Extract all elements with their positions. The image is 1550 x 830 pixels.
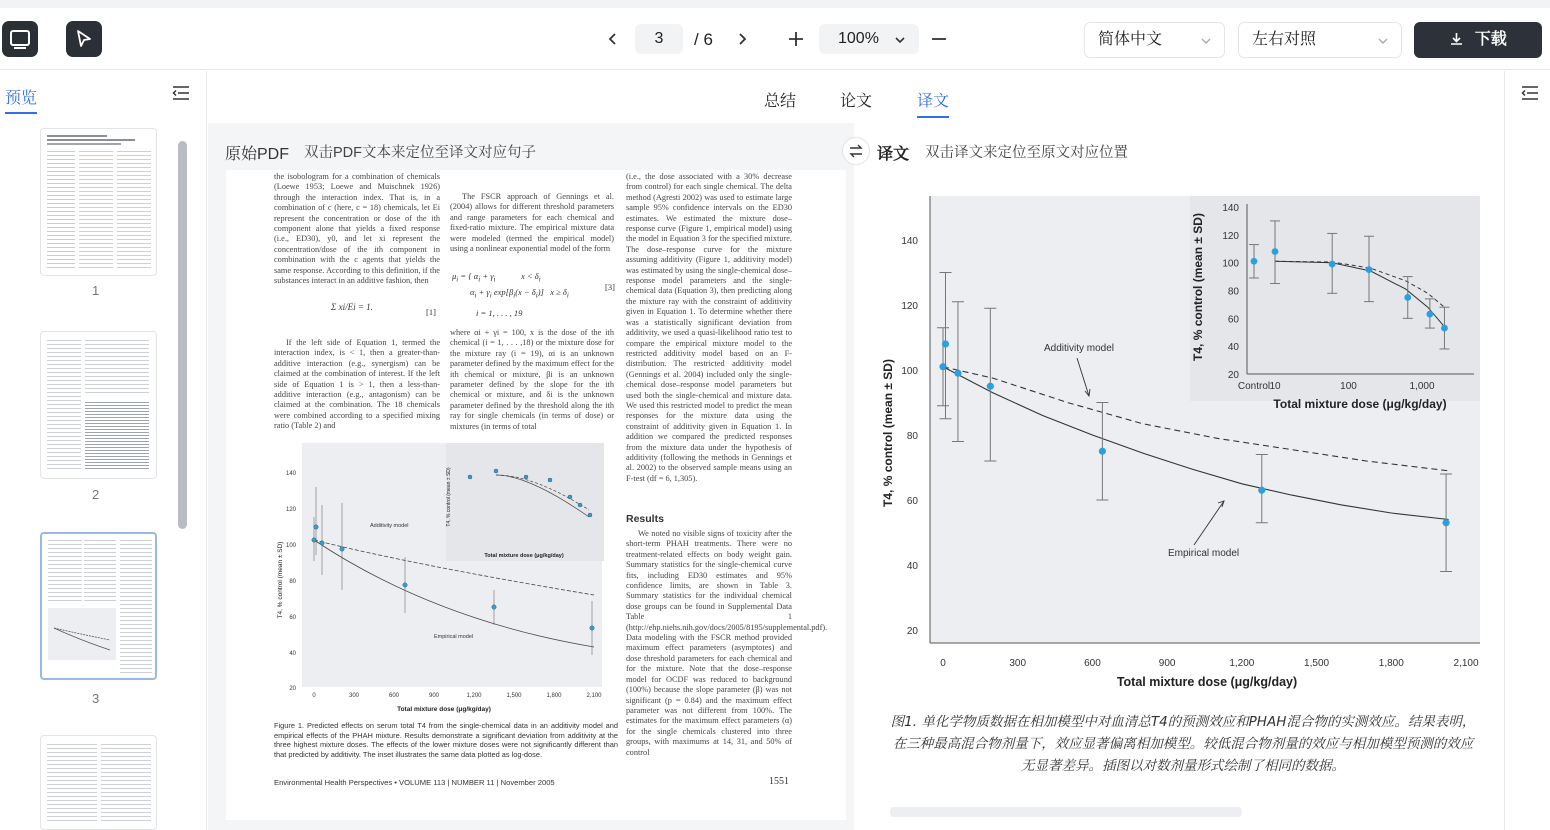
collapse-left-icon bbox=[172, 85, 190, 101]
zoom-in-button[interactable] bbox=[783, 26, 809, 52]
inset-xlabel: Total mixture dose (μg/kg/day) bbox=[1273, 397, 1447, 411]
inset-y-tick-label: 80 bbox=[1227, 286, 1239, 298]
y-tick-label: 140 bbox=[901, 236, 918, 247]
x-tick-label: 1,500 bbox=[1304, 658, 1330, 669]
svg-text:80: 80 bbox=[289, 579, 296, 585]
inset-y-tick-label: 40 bbox=[1227, 342, 1239, 354]
svg-text:Empirical model: Empirical model bbox=[434, 634, 474, 640]
original-pdf-pane bbox=[208, 123, 854, 830]
tab-paper[interactable]: 论文 bbox=[840, 93, 873, 110]
pdf-column-1b[interactable]: If the left side of Equation 1, termed the interaction index, is < 1, then a greater-than-additive interaction (e.g., synergism) can be claimed at the combination of interest. If the left side of Equation 1 is > 1, then a less-than-additive interaction (e.g., antagonism) can be claimed at the combination. The 18 chemicals were combined according to a specified mixing ratio (Table 2) and bbox=[274, 338, 440, 431]
pdf-column-1[interactable]: the isobologram for a combination of chemicals (Loewe 1953; Loewe and Muischnek 1926) through the interaction index. That is, in a combination of c (here, c = 18) chemicals, let Ei represent the concentration or dose of the ith component alone that yields a fixed response (i.e., ED30), y0, and let xi represent the concentration/dose of the ith component in combination with the c agents that yields the same response. According to this definition, if the substances interact in an additive fashion, then bbox=[274, 172, 440, 286]
thumbnail-sidebar bbox=[0, 71, 207, 830]
inset-x-tick-label: Control bbox=[1237, 381, 1271, 392]
svg-text:600: 600 bbox=[388, 693, 400, 699]
chevron-down-icon bbox=[894, 24, 906, 54]
inset-y-tick-label: 140 bbox=[1222, 203, 1239, 214]
svg-text:Total mixture dose (μg/kg/day): Total mixture dose (μg/kg/day) bbox=[397, 706, 491, 713]
translation-next-block bbox=[890, 807, 1242, 817]
series-label: Empirical model bbox=[1168, 548, 1240, 559]
swap-pane-button[interactable] bbox=[842, 137, 870, 165]
page-thumbnail-4[interactable] bbox=[40, 735, 157, 830]
pdf-column-2[interactable]: The FSCR approach of Gennings et al. (2004) allows for different threshold parameters and range parameters for each chemical and fixed-ratio mixture. The empirical mixture data were modeled (termed the empirical model) using a nonlinear exponential model of the form bbox=[450, 192, 614, 254]
inset-data-point bbox=[1404, 294, 1411, 301]
translation-title: 译文 bbox=[877, 146, 910, 163]
page-total: / 6 bbox=[694, 30, 713, 49]
cursor-icon bbox=[73, 28, 95, 50]
data-point bbox=[942, 340, 949, 347]
thumbnail-number: 3 bbox=[92, 691, 100, 706]
thumbnail-chart bbox=[50, 612, 114, 658]
page-thumbnail-2[interactable] bbox=[40, 331, 157, 479]
inset-ylabel: T4, % control (mean ± SD) bbox=[1191, 213, 1205, 361]
x-tick-label: 1,200 bbox=[1229, 658, 1255, 669]
y-tick-label: 60 bbox=[906, 496, 918, 507]
svg-text:60: 60 bbox=[289, 615, 296, 621]
pdf-page[interactable] bbox=[226, 170, 846, 820]
inset-y-tick-label: 100 bbox=[1222, 258, 1239, 270]
y-tick-label: 120 bbox=[901, 301, 918, 312]
toolbar bbox=[0, 8, 1550, 70]
svg-text:Total mixture dose (μg/kg/day): Total mixture dose (μg/kg/day) bbox=[484, 553, 564, 559]
view-tabs bbox=[208, 71, 1504, 123]
data-point bbox=[987, 383, 994, 390]
inset-data-point bbox=[1441, 325, 1448, 332]
pdf-figure-yaxis bbox=[286, 471, 297, 692]
y-tick-label: 100 bbox=[901, 366, 918, 377]
x-tick-label: 0 bbox=[940, 658, 946, 669]
x-tick-label: 300 bbox=[1009, 658, 1027, 669]
tab-translation-underline bbox=[917, 116, 949, 118]
page-thumbnail-3[interactable] bbox=[40, 532, 157, 680]
next-page-button[interactable] bbox=[729, 26, 755, 52]
inset-data-point bbox=[1426, 311, 1433, 318]
svg-text:T4, % control (mean ± SD): T4, % control (mean ± SD) bbox=[446, 467, 452, 527]
sidebar-toggle-button[interactable] bbox=[2, 21, 38, 57]
original-pdf-title: 原始PDF bbox=[225, 146, 290, 163]
data-point bbox=[1442, 519, 1449, 526]
inset-data-point bbox=[1272, 248, 1279, 255]
language-value: 简体中文 bbox=[1098, 31, 1163, 48]
svg-text:T4, % control (mean ± SD): T4, % control (mean ± SD) bbox=[277, 541, 284, 619]
pdf-column-3b[interactable]: We noted no visible signs of toxicity after the short-term PHAH treatments. There were no treatment-related effects on body weight gain. Summary statistics for the single-chemical curve fits, including ED30 estimates and 95% confidence limits, are shown in Table 3. Summary statistics for the individual chemical dose groups can be found in Supplemental Data Table 1 (http://ehp.niehs.nih.gov/docs/2005/8195/supplemental.pdf). Data modeling with the FSCR method provided maximum effect parameters (asymptotes) and dose threshold parameters for each chemical and for the mixture. Note that the dose–response model for OCDF was reduced to background (100%) because the slope parameter (β) was not significant (p = 0.84) and the maximum effect parameter was not different from 100%. The estimates for the maximum effect parameters (α) for the single chemicals clustered into three groups, with maximums at 14, 31, and 50% of control bbox=[626, 529, 828, 757]
x-tick-label: 2,100 bbox=[1453, 658, 1479, 669]
pdf-column-2b[interactable]: where αi + γi = 100, x is the dose of the ith chemical (i = 1, . . . ,18) or the mixture dose for the mixture ray (i = 19), αi is an unknown parameter defined by the maximum effect for the ith chemical or mixture, βi is an unknown parameter defined by the slope for the ith chemical or mixture, and δi is the unknown parameter defined by the threshold along the ith ray for single chemicals (in terms of dose) or mixtures (in terms of total bbox=[450, 328, 614, 431]
language-select[interactable] bbox=[1084, 22, 1225, 58]
equation-3-index: i = 1, . . . , 19 bbox=[476, 308, 523, 318]
pdf-figure-1 bbox=[274, 435, 620, 720]
svg-text:0: 0 bbox=[312, 693, 316, 699]
svg-text:100: 100 bbox=[285, 543, 296, 549]
expand-panel-button[interactable] bbox=[1521, 85, 1539, 106]
right-panel bbox=[1504, 71, 1550, 830]
window-icon bbox=[9, 28, 31, 50]
y-tick-label: 80 bbox=[906, 431, 918, 442]
pdf-figure-caption[interactable]: Figure 1. Predicted effects on serum total T4 from the single-chemical data in an additivity model and empirical effects of the PHAH mixture. Results demonstrate a significant deviation from additivity at the three highest mixture doses. The effects of the lower mixture doses were not significantly different than that predicted by additivity. The inset illustrates the same data plotted as log-dose. bbox=[274, 721, 618, 759]
thumbnail-scrollbar[interactable] bbox=[178, 141, 187, 529]
download-icon bbox=[1449, 31, 1464, 46]
zoom-select[interactable] bbox=[819, 24, 919, 54]
tab-preview[interactable]: 预览 bbox=[5, 90, 38, 107]
equation-1-number: [1] bbox=[426, 307, 436, 317]
svg-text:1,800: 1,800 bbox=[546, 693, 562, 699]
inset-x-tick-label: 1,000 bbox=[1409, 381, 1435, 392]
y-tick-label: 20 bbox=[906, 626, 918, 637]
svg-text:900: 900 bbox=[428, 693, 440, 699]
inset-x-tick-label: 10 bbox=[1269, 381, 1281, 392]
series-label: Additivity model bbox=[1044, 343, 1115, 354]
tab-preview-underline bbox=[5, 112, 37, 114]
inset-data-point bbox=[1366, 266, 1373, 273]
swap-icon bbox=[849, 144, 863, 158]
svg-text:120: 120 bbox=[285, 507, 296, 513]
chevron-left-icon bbox=[606, 32, 620, 46]
x-tick-label: 1,800 bbox=[1378, 658, 1404, 669]
svg-text:1,500: 1,500 bbox=[506, 693, 522, 699]
inset-data-point bbox=[1251, 258, 1258, 265]
svg-text:300: 300 bbox=[348, 693, 360, 699]
page-number-input[interactable]: 3 bbox=[635, 24, 683, 54]
translation-hint: 双击译文来定位至原文对应位置 bbox=[925, 145, 1128, 161]
collapse-left-icon bbox=[1521, 85, 1539, 101]
tab-summary[interactable]: 总结 bbox=[764, 93, 797, 110]
chevron-down-icon bbox=[1377, 23, 1389, 57]
tab-translation[interactable]: 译文 bbox=[917, 93, 950, 110]
pdf-column-3[interactable]: (i.e., the dose associated with a 30% decrease from control) for each single chemical. The delta method (Agresti 2002) was used to estimate large sample 95% confidence intervals on the ED30 estimates. We estimated the mixture dose–response curve (Figure 1, empirical model) using the model in Equation 3 for the specified mixture. The dose–response curve for the mixture assuming additivity (Figure 1, additivity model) was estimated by using the single-chemical dose–response model parameters and the single-chemical data (Equation 3), then predicting along the mixture ray with the constraint of additivity given in Equation 1. To determine whether there was a statistically significant deviation from additivity, we used a quasi-likelihood ratio test to compare the empirical mixture model to the restricted additivity model based on an F-distribution. The restricted additivity model (Gennings et al. 2004) included only the single-chemical dose–response model parameters but used both the single-chemical and mixture data. We used this restricted model to predict the mean responses for the mixture data using the constraint of additivity given in Equation 1. In addition we compared the predicted responses from the mixture data under the hypothesis of additivity (following the methods in Gennings et al. 2002) to the observed sample means using an F-test (df = 6, 1,305). bbox=[626, 172, 792, 483]
original-pdf-hint: 双击PDF文本来定位至译文对应句子 bbox=[304, 145, 536, 161]
layout-select[interactable] bbox=[1238, 22, 1402, 58]
download-button[interactable] bbox=[1414, 22, 1542, 58]
plus-icon bbox=[788, 31, 804, 47]
translated-figure-caption[interactable]: 图1. 单化学物质数据在相加模型中对血清总T4的预测效应和PHAH混合物的实测效应。结果表明，在三种最高混合物剂量下，效应显著偏离相加模型。较低混合物剂量的效应与相加模型预测的效应无显著差异。插图以对数剂量形式绘制了相同的数据。 bbox=[890, 714, 1476, 774]
collapse-sidebar-button[interactable] bbox=[172, 85, 190, 106]
inset-y-tick-label: 120 bbox=[1222, 230, 1239, 242]
zoom-value: 100% bbox=[838, 30, 879, 47]
svg-text:20: 20 bbox=[289, 686, 296, 692]
translation-pane bbox=[856, 123, 1504, 830]
chevron-right-icon bbox=[735, 32, 749, 46]
zoom-out-button[interactable] bbox=[926, 26, 952, 52]
svg-text:140: 140 bbox=[285, 471, 296, 477]
svg-text:2,100: 2,100 bbox=[586, 693, 602, 699]
equation-3: $\mu_i$ = { $\alpha_i + \gamma_i$ $x < \delta_i$ $\alpha_i + \gamma_i$ $\exp[\beta_i(x - \delta_i)] x \ge \delta_i$ bbox=[452, 271, 569, 300]
results-heading: Results bbox=[626, 513, 664, 525]
thumbnail-number: 2 bbox=[92, 487, 100, 502]
chevron-down-icon bbox=[1200, 23, 1212, 57]
minus-icon bbox=[931, 31, 947, 47]
y-tick-label: 40 bbox=[906, 561, 918, 572]
prev-page-button[interactable] bbox=[600, 26, 626, 52]
window-top-strip bbox=[0, 0, 1550, 8]
inset-x-tick-label: 100 bbox=[1340, 381, 1357, 392]
x-tick-label: 600 bbox=[1084, 658, 1101, 669]
data-point bbox=[1258, 487, 1265, 494]
data-point bbox=[954, 370, 961, 377]
svg-text:Additivity model: Additivity model bbox=[370, 523, 409, 529]
chart-xlabel: Total mixture dose (μg/kg/day) bbox=[1116, 675, 1298, 689]
pdf-page-number: 1551 bbox=[769, 776, 789, 787]
pdf-footer-left: Environmental Health Perspectives • VOLUME 113 | NUMBER 11 | November 2005 bbox=[274, 778, 555, 787]
inset-data-point bbox=[1329, 261, 1336, 268]
layout-value: 左右对照 bbox=[1252, 31, 1317, 48]
svg-text:40: 40 bbox=[289, 651, 296, 657]
inset-y-tick-label: 20 bbox=[1227, 370, 1239, 381]
download-label: 下载 bbox=[1474, 31, 1507, 48]
data-point bbox=[1099, 448, 1106, 455]
thumbnail-number: 1 bbox=[92, 283, 100, 298]
translated-figure-chart bbox=[856, 183, 1504, 703]
equation-3-number: [3] bbox=[605, 282, 615, 292]
select-tool-button[interactable] bbox=[66, 21, 102, 57]
x-tick-label: 900 bbox=[1158, 658, 1176, 669]
inset-y-tick-label: 60 bbox=[1227, 314, 1239, 326]
svg-text:1,200: 1,200 bbox=[466, 693, 482, 699]
equation-1: Σ xi/Ei = 1. bbox=[331, 302, 373, 312]
page-thumbnail-1[interactable] bbox=[40, 128, 157, 276]
chart-ylabel: T4, % control (mean ± SD) bbox=[881, 359, 895, 507]
